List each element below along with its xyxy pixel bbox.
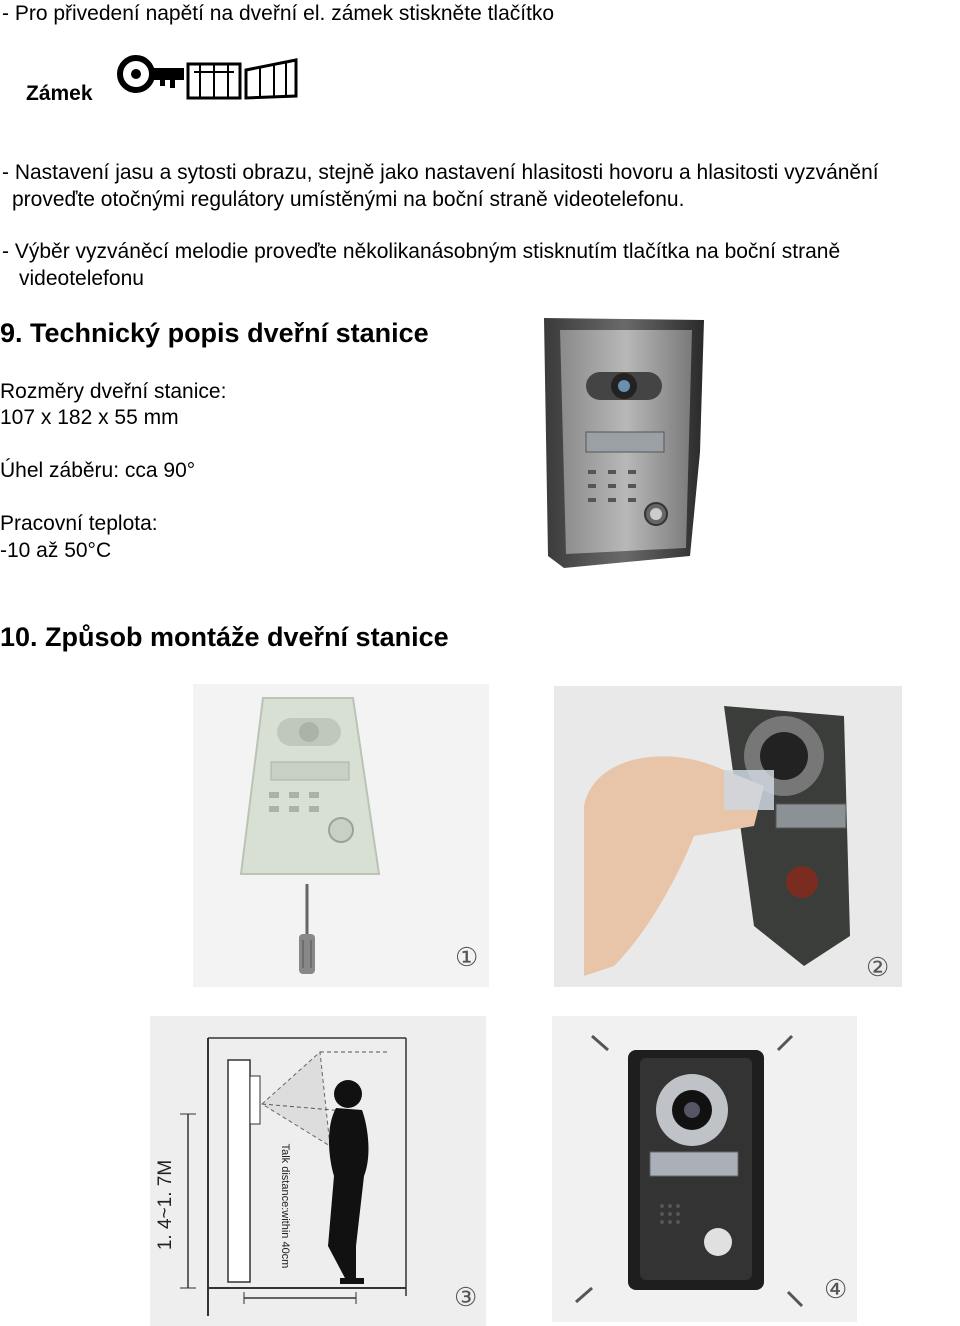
lock-label: Zámek (26, 82, 93, 105)
mounting-step-2-image (554, 686, 902, 987)
section-10-title: 10. Způsob montáže dveřní stanice (0, 622, 449, 652)
melody-line-2: videotelefonu (19, 267, 144, 290)
viewing-angle: Úhel záběru: cca 90° (0, 459, 196, 482)
lock-key-door-icon (114, 50, 300, 102)
temperature-label: Pracovní teplota: (0, 512, 158, 535)
mounting-step-4-image (552, 1016, 857, 1322)
brightness-line-1: - Nastavení jasu a sytosti obrazu, stejně jako nastavení hlasitosti hovoru a hlasitosti vyzvánění (2, 161, 879, 184)
dimensions-label: Rozměry dveřní stanice: (0, 380, 227, 403)
melody-line-1: - Výběr vyzváněcí melodie proveďte několikanásobným stisknutím tlačítka na boční straně (2, 240, 841, 263)
lock-instruction: - Pro přivedení napětí na dveřní el. zámek stiskněte tlačítko (2, 2, 555, 25)
mounting-step-3-diagram (150, 1016, 486, 1326)
section-9-title: 9. Technický popis dveřní stanice (0, 318, 429, 348)
talk-distance-label: Talk distance:within 40cm (279, 1143, 291, 1269)
door-station-photo (536, 316, 708, 572)
mounting-step-1-image (193, 684, 489, 987)
height-label: 1. 4~1. 7M (155, 1159, 176, 1251)
step-1-number: ① (455, 942, 479, 972)
brightness-line-2: proveďte otočnými regulátory umístěnými na boční straně videotelefonu. (12, 188, 685, 211)
step-3-number: ③ (454, 1282, 478, 1312)
step-2-number: ② (866, 952, 890, 982)
dimensions-value: 107 x 182 x 55 mm (0, 406, 179, 429)
temperature-value: -10 až 50°C (0, 539, 112, 562)
step-4-number: ④ (824, 1274, 848, 1304)
